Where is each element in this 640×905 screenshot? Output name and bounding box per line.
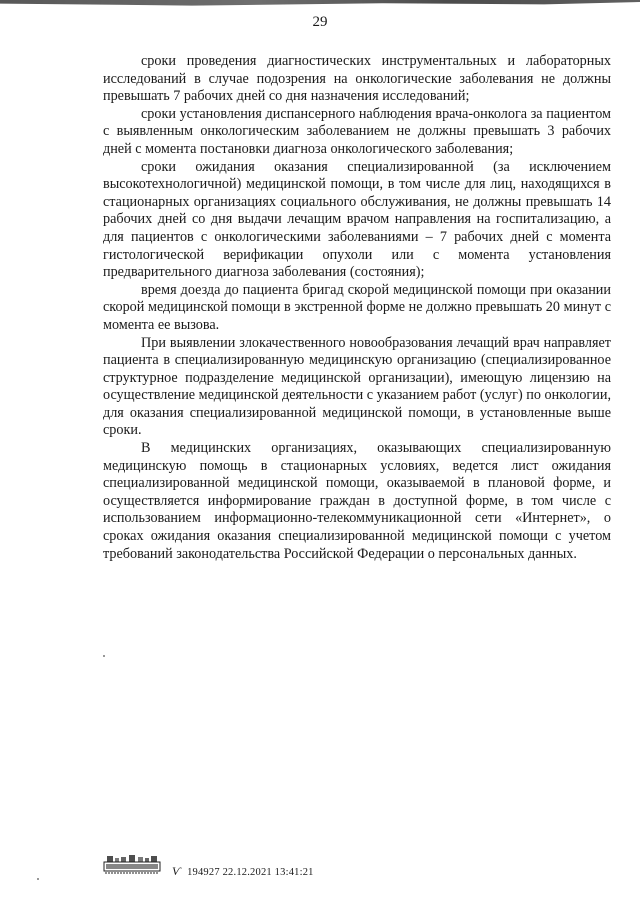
scan-edge-artifact (0, 0, 640, 8)
paragraph: сроки ожидания оказания специализированной (за исключением высокотехнологичной) медицинской помощи, в том числе для лиц, находящихся в стационарных организациях социального обслуживания, не должны превышать 14 рабочих дней со дня выдачи лечащим врачом направления на госпитализацию, а для пациентов с онкологическими заболеваниями – 7 рабочих дней с момента гистологической верификации опухоли или с момента установления предварительного диагноза заболевания (состояния); (103, 158, 611, 281)
scan-speck (103, 655, 105, 657)
paragraph: сроки проведения диагностических инструментальных и лабораторных исследований в случае подозрения на онкологические заболевания не должны превышать 7 рабочих дней со дня назначения исследований; (103, 53, 611, 105)
paragraph: время доезда до пациента бригад скорой медицинской помощи при оказании скорой медицинской помощи в экстренной форме не должно превышать 20 минут с момента ее вызова. (103, 281, 611, 333)
document-body (103, 53, 611, 563)
document-footer (172, 864, 314, 879)
scan-speck (37, 878, 39, 880)
paragraph: При выявлении злокачественного новообразования лечащий врач направляет пациента в специализированную медицинскую организацию (специализированное структурное подразделение медицинской организации), имеющую лицензию на осуществление медицинской деятельности с указанием работ (услуг) по онкологии, для оказания специализированной медицинской помощи, в установленные выше сроки. (103, 334, 611, 439)
registration-stamp-text: 194927 22.12.2021 13:41:21 (187, 867, 314, 878)
paragraph: В медицинских организациях, оказывающих специализированную медицинскую помощь в стационарных условиях, ведется лист ожидания специализированной медицинской помощи, оказываемой в плановой форме, и осуществляется информирование граждан в доступной форме, в том числе с использованием информационно-телекоммуникационной сети «Интернет», о сроках ожидания оказания специализированной медицинской помощи с учетом требований законодательства Российской Федерации о персональных данных. (103, 440, 611, 562)
registry-stamp-icon (103, 853, 161, 875)
paragraph: сроки установления диспансерного наблюдения врача-онколога за пациентом с выявленным онкологическим заболеванием не должны превышать 3 рабочих дней с момента постановки диагноза онкологического заболевания; (103, 105, 611, 157)
signature-mark: Ѵ (172, 864, 181, 878)
page-number: 29 (312, 14, 328, 30)
